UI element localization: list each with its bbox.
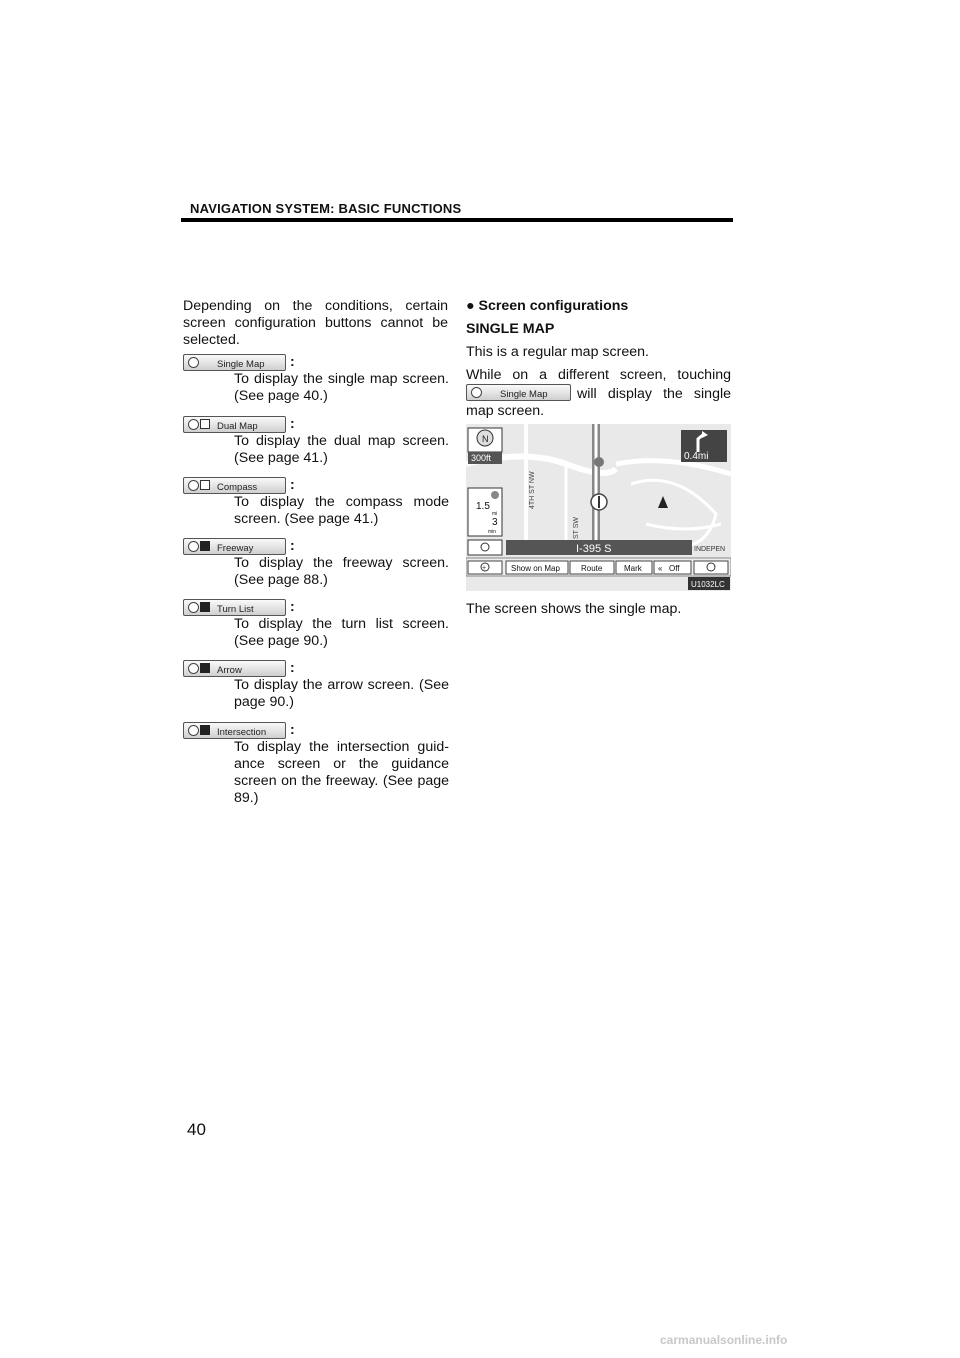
page-number: 40 [187, 1120, 206, 1139]
bullet-title: Screen configurations [478, 298, 629, 314]
colon: : [290, 537, 295, 553]
map-road-name: I-395 S [576, 543, 612, 555]
config-item [183, 416, 449, 467]
description-line: To display the single map screen. [234, 371, 449, 387]
config-item-description [234, 739, 449, 807]
map-distance-unit: mi [492, 511, 498, 517]
description-line: (See page 40.) [234, 388, 328, 404]
paragraph-touching-before: While on a different screen, touching [466, 367, 731, 383]
map-place-label: INDEPEN [694, 546, 726, 553]
dual-map-icon [200, 419, 210, 429]
voice-icon [188, 419, 199, 430]
config-button[interactable]: Arrow [183, 660, 286, 677]
map-figure-id: U1032LC [691, 580, 725, 589]
arrow-icon [200, 663, 210, 673]
config-item-description [234, 616, 449, 650]
figure-caption: The screen shows the single map. [466, 601, 682, 617]
config-item-description [234, 494, 449, 528]
description-line: (See page 90.) [234, 633, 328, 649]
colon: : [290, 659, 295, 675]
description-line: To display the compass mode [234, 494, 449, 510]
description-line: 89.) [234, 790, 259, 806]
section-header: NAVIGATION SYSTEM: BASIC FUNCTIONS [190, 201, 462, 216]
colon: : [290, 353, 295, 369]
voice-icon [188, 663, 199, 674]
description-line: page 90.) [234, 694, 294, 710]
description-line: ance screen or the guidance [234, 756, 449, 772]
config-item [183, 660, 449, 711]
voice-icon [188, 725, 199, 736]
map-button-route: Route [581, 564, 603, 573]
subsection-title: SINGLE MAP [466, 321, 555, 337]
map-time-value: 3 [492, 517, 498, 528]
map-button-off: Off [669, 564, 680, 573]
config-item-button-row [183, 416, 449, 433]
description-line: To display the turn list screen. [234, 616, 449, 632]
config-item [183, 538, 449, 589]
description-line: (See page 41.) [234, 450, 328, 466]
colon: : [290, 721, 295, 737]
config-item-button-row [183, 477, 449, 494]
paragraph-regular-map: This is a regular map screen. [466, 344, 649, 360]
config-item-button-row [183, 722, 449, 739]
config-item-button-row [183, 660, 449, 677]
colon: : [290, 598, 295, 614]
map-distance-value: 1.5 [476, 501, 490, 512]
config-button[interactable]: Turn List [183, 599, 286, 616]
map-button-mark: Mark [624, 564, 642, 573]
header-rule [181, 218, 733, 222]
map-button-show-on-map: Show on Map [511, 564, 560, 573]
paragraph-touching-after: will display the single map screen. [466, 386, 731, 419]
config-item [183, 477, 449, 528]
map-street-label: 4TH ST NW [529, 471, 536, 509]
voice-icon [188, 357, 199, 368]
map-time-unit: min [488, 529, 497, 535]
config-button[interactable]: Dual Map [183, 416, 286, 433]
map-turn-distance: 0.4mi [684, 451, 709, 462]
svg-text:+: + [482, 565, 487, 572]
config-item-description [234, 371, 449, 405]
watermark: carmanualsonline.info [660, 1333, 788, 1347]
freeway-icon [200, 541, 210, 551]
voice-icon [188, 602, 199, 613]
config-item-description [234, 555, 449, 589]
description-line: screen. (See page 41.) [234, 511, 379, 527]
section-bullet [466, 298, 731, 315]
bullet-icon: ● [466, 298, 475, 314]
description-line: To display the intersection guid- [234, 739, 449, 755]
turn-list-icon [200, 602, 210, 612]
description-line: To display the arrow screen. (See [234, 677, 449, 693]
single-map-button[interactable]: Single Map [466, 384, 571, 401]
description-line: (See page 88.) [234, 572, 328, 588]
paragraph-touching [466, 367, 731, 420]
voice-icon [471, 387, 482, 398]
description-line: To display the freeway screen. [234, 555, 449, 571]
intersection-icon [200, 725, 210, 735]
intro-paragraph: Depending on the conditions, certain screen configuration buttons cannot be selected. [183, 298, 448, 348]
config-button[interactable]: Intersection [183, 722, 286, 739]
right-column [466, 298, 731, 420]
svg-text:«: « [658, 564, 663, 573]
config-item-description [234, 677, 449, 711]
config-item-description [234, 433, 449, 467]
colon: : [290, 415, 295, 431]
config-button[interactable]: Compass [183, 477, 286, 494]
map-scale: 300ft [471, 453, 492, 463]
colon: : [290, 476, 295, 492]
voice-icon [188, 480, 199, 491]
config-item [183, 722, 449, 807]
compass-icon [200, 480, 210, 490]
description-line: screen on the freeway. (See page [234, 773, 449, 789]
config-item-button-row [183, 599, 449, 616]
config-item [183, 354, 449, 405]
config-button[interactable]: Single Map [183, 354, 286, 371]
config-button[interactable]: Freeway [183, 538, 286, 555]
config-item [183, 599, 449, 650]
voice-icon [188, 541, 199, 552]
description-line: To display the dual map screen. [234, 433, 449, 449]
config-item-button-row [183, 538, 449, 555]
svg-text:N: N [482, 434, 489, 444]
map-screen-figure [466, 424, 731, 591]
map-street-label-2: ST SW [573, 516, 580, 539]
config-item-button-row [183, 354, 449, 371]
